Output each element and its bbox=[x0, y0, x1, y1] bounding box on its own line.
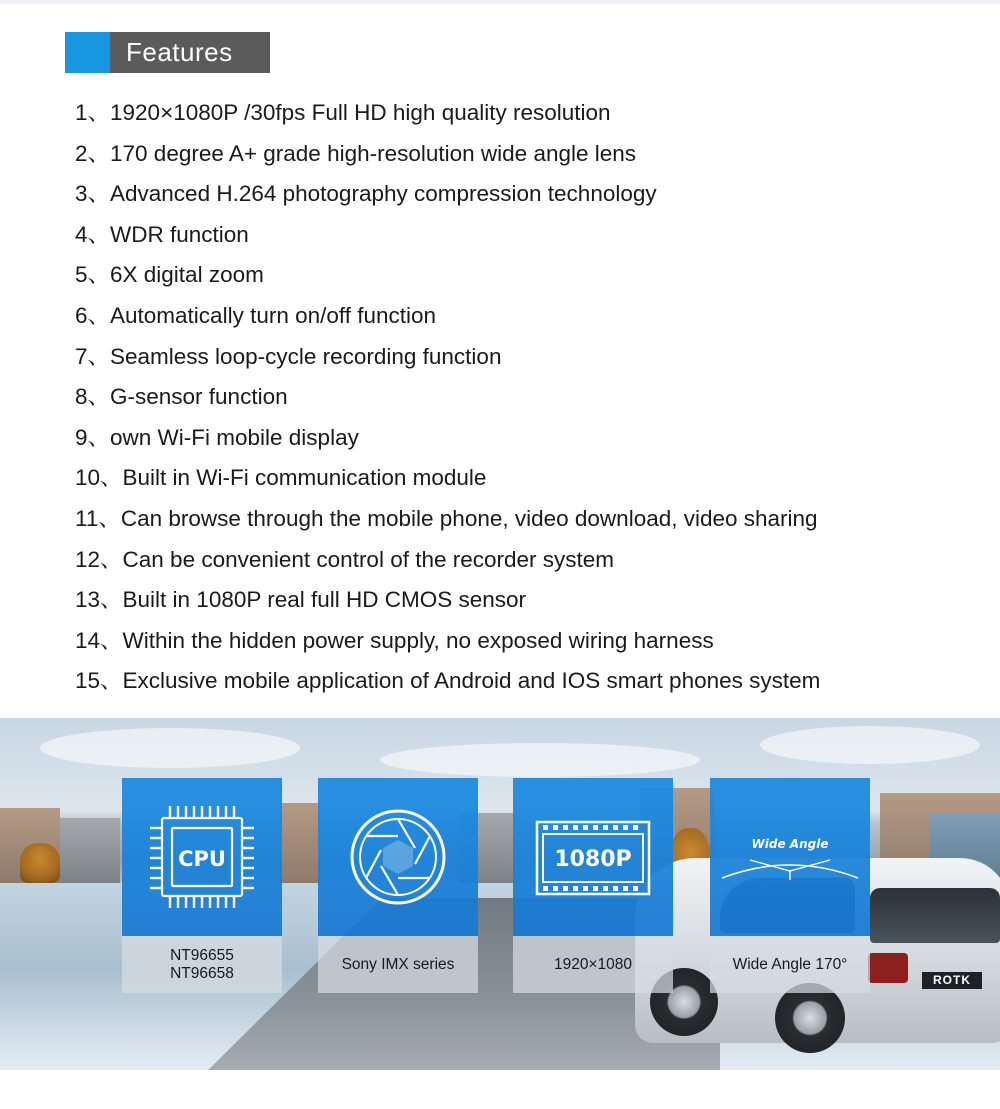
feature-item: 5、6X digital zoom bbox=[75, 262, 264, 288]
feature-item: 15、Exclusive mobile application of Android and IOS smart phones system bbox=[75, 668, 821, 694]
spec-card-cpu bbox=[122, 778, 282, 993]
features-header bbox=[65, 32, 270, 73]
card-icon-area bbox=[710, 778, 870, 936]
card-icon-area bbox=[122, 778, 282, 936]
feature-item: 12、Can be convenient control of the recorder system bbox=[75, 546, 615, 572]
taillight bbox=[868, 953, 908, 983]
feature-item: 13、Built in 1080P real full HD CMOS sensor bbox=[75, 587, 527, 613]
rear-wheel bbox=[775, 983, 845, 1053]
car-rear-window bbox=[870, 888, 1000, 943]
card-icon-area bbox=[513, 778, 673, 936]
cloud bbox=[40, 728, 300, 768]
cpu-icon-label: CPU bbox=[178, 847, 226, 871]
feature-list bbox=[75, 93, 820, 702]
card-caption bbox=[318, 936, 478, 993]
cpu-chip-icon bbox=[122, 778, 282, 936]
feature-item: 6、Automatically turn on/off function bbox=[75, 302, 437, 328]
spec-card-resolution bbox=[513, 778, 673, 993]
tree bbox=[20, 843, 60, 883]
card-caption bbox=[710, 936, 870, 993]
card-caption-line: Wide Angle 170° bbox=[732, 955, 848, 973]
spec-card-wide-angle bbox=[710, 778, 870, 993]
feature-item: 8、G-sensor function bbox=[75, 384, 288, 410]
building bbox=[60, 818, 120, 883]
feature-item: 4、WDR function bbox=[75, 221, 249, 247]
feature-item: 2、170 degree A+ grade high-resolution wide angle lens bbox=[75, 140, 637, 166]
feature-item: 14、Within the hidden power supply, no exposed wiring harness bbox=[75, 627, 714, 653]
card-caption-line: NT96658 bbox=[170, 964, 234, 982]
building bbox=[280, 803, 320, 883]
top-divider bbox=[0, 0, 1000, 4]
wide-angle-icon bbox=[710, 778, 870, 936]
feature-item: 1、1920×1080P /30fps Full HD high quality resolution bbox=[75, 100, 611, 125]
card-caption-line: 1920×1080 bbox=[553, 955, 632, 973]
resolution-icon-label: 1080P bbox=[554, 847, 632, 872]
feature-item: 3、Advanced H.264 photography compression technology bbox=[75, 181, 657, 207]
feature-item: 9、own Wi-Fi mobile display bbox=[75, 424, 359, 450]
header-accent-block bbox=[65, 32, 110, 73]
cloud bbox=[760, 726, 980, 764]
license-plate: ROTK bbox=[922, 972, 982, 989]
cloud bbox=[380, 743, 700, 777]
wide-angle-icon-label: Wide Angle bbox=[751, 837, 829, 851]
feature-item: 10、Built in Wi-Fi communication module bbox=[75, 465, 487, 491]
card-caption bbox=[122, 936, 282, 993]
features-title: Features bbox=[110, 32, 270, 73]
card-caption-line: Sony IMX series bbox=[341, 955, 455, 973]
banner-bottom-space bbox=[0, 1070, 1000, 1109]
camera-aperture-icon bbox=[318, 778, 478, 936]
feature-item: 11、Can browse through the mobile phone, video download, video sharing bbox=[75, 505, 818, 531]
card-caption-line: NT96655 bbox=[170, 946, 234, 964]
feature-item: 7、Seamless loop-cycle recording function bbox=[75, 343, 502, 369]
card-caption bbox=[513, 936, 673, 993]
film-strip-icon bbox=[513, 778, 673, 936]
spec-card-sensor bbox=[318, 778, 478, 993]
card-icon-area bbox=[318, 778, 478, 936]
